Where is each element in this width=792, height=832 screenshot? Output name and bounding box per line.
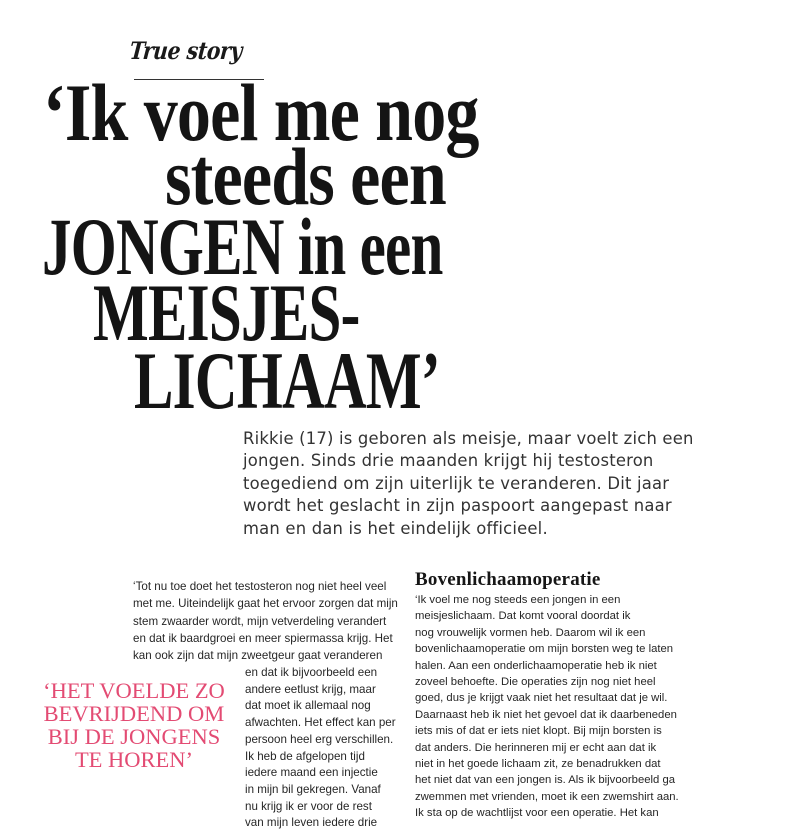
body-line: dat anders. Die herinneren mij er echt aan dat ik <box>415 741 657 754</box>
pull-quote-line: BIJ DE JONGENS <box>47 724 221 749</box>
body-line: ‘Tot nu toe doet het testosteron nog niet heel veel <box>133 580 387 593</box>
body-line: kan ook zijn dat mijn zweetgeur gaat veranderen <box>133 649 383 663</box>
body-line: Ik heb de afgelopen tijd <box>245 749 365 763</box>
body-line: Ik sta op de wachtlijst voor een operatie. Het kan <box>415 807 659 820</box>
intro-line: jongen. Sinds drie maanden krijgt hij testosteron <box>243 451 654 471</box>
body-line: iets mis of dat er iets niet klopt. Bij mijn borsten is <box>415 725 662 738</box>
body-line: stem zwaarder wordt, mijn vetverdeling verandert <box>133 614 387 628</box>
body-line: bovenlichaamoperatie om mijn borsten weg te laten <box>415 643 674 656</box>
headline-line-2: steeds een <box>165 131 446 222</box>
pull-quote-line: TE HOREN’ <box>74 747 194 772</box>
pull-quote-line: ‘HET VOELDE ZO <box>43 678 225 703</box>
body-line: het niet dat van een jongen is. Als ik bijvoorbeeld ga <box>415 774 676 787</box>
body-line: halen. Aan een onderlichaamoperatie heb ik niet <box>415 659 657 672</box>
body-line: ‘Ik voel me nog steeds een jongen in een <box>415 594 621 606</box>
headline-line-4: MEISJES- <box>93 267 360 358</box>
intro-line: man en dan is het eindelijk officieel. <box>243 518 548 538</box>
body-line: in mijn bil gekregen. Vanaf <box>245 782 381 796</box>
body-column-left-indented <box>245 665 396 832</box>
body-line: nu krijg ik er voor de rest <box>245 799 372 813</box>
intro-paragraph <box>243 428 703 540</box>
body-line: Daarnaast heb ik niet het gevoel dat ik daarbeneden <box>415 708 677 721</box>
pull-quote <box>28 679 240 771</box>
body-column-left <box>133 578 398 664</box>
body-line: andere eetlust krijg, maar <box>245 682 376 696</box>
body-line: persoon heel erg verschillen. <box>245 732 394 746</box>
pull-quote-line: BEVRIJDEND OM <box>43 701 225 726</box>
body-line: nog vrouwelijk vormen heb. Daarom wil ik een <box>415 626 646 639</box>
body-line: dat moet ik allemaal nog <box>245 699 371 713</box>
intro-line: toegediend om zijn uiterlijk te veranderen. Dit jaar <box>243 473 670 493</box>
body-line: met me. Uiteindelijk gaat het ervoor zorgen dat mijn <box>133 597 398 611</box>
kicker-label: True story <box>128 36 244 65</box>
body-line: goed, dus je krijgt vaak niet het resultaat dat je wil. <box>415 692 668 705</box>
headline-line-1: ‘Ik voel me nog <box>43 67 479 158</box>
body-line: zoveel behoefte. Die operaties zijn nog niet heel <box>415 676 656 689</box>
body-line: zwemmen met vrienden, moet ik een zwemshirt aan. <box>415 790 679 803</box>
body-line: meisjeslichaam. Dat komt vooral doordat ik <box>415 610 631 623</box>
intro-line: wordt het geslacht in zijn paspoort aangepast naar <box>243 496 672 516</box>
intro-line: Rikkie (17) is geboren als meisje, maar voelt zich een <box>243 429 694 448</box>
body-line: niet in het goede lichaam zit, ze benadrukken dat <box>415 758 661 771</box>
headline-line-3: JONGEN in een <box>42 201 443 292</box>
body-line: iedere maand een injectie <box>245 766 378 780</box>
headline-line-5: LICHAAM’ <box>134 335 440 426</box>
section-subheading: Bovenlichaamoperatie <box>415 569 601 590</box>
body-line: en dat ik baardgroei en meer spiermassa krijg. Het <box>133 631 393 645</box>
body-line: en dat ik bijvoorbeeld een <box>245 666 378 679</box>
body-line: van mijn leven iedere drie <box>245 816 378 830</box>
body-line: afwachten. Het effect kan per <box>245 716 396 730</box>
body-column-right <box>415 568 679 822</box>
